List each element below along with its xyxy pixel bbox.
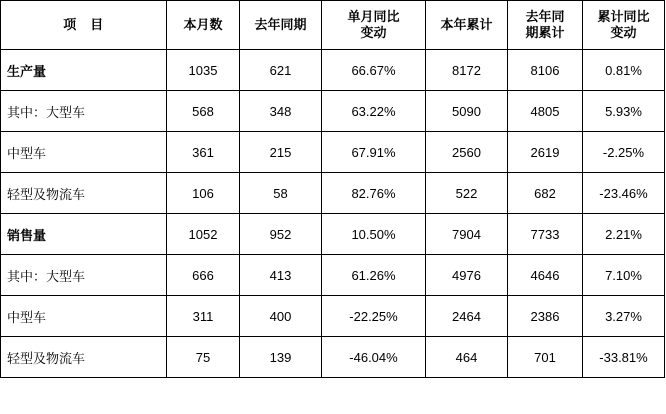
cell-last-year-ytd: 4646 (508, 255, 583, 296)
cell-ytd: 464 (426, 337, 508, 378)
cell-ytd-yoy: 0.81% (583, 50, 665, 91)
column-header-line: 期累计 (525, 25, 565, 40)
cell-ytd: 4976 (426, 255, 508, 296)
cell-ytd-yoy: -33.81% (583, 337, 665, 378)
cell-last-year-ytd: 701 (508, 337, 583, 378)
cell-last-year-month: 139 (240, 337, 322, 378)
cell-last-year-ytd: 4805 (508, 91, 583, 132)
cell-ytd-yoy: 7.10% (583, 255, 665, 296)
cell-last-year-month: 400 (240, 296, 322, 337)
cell-month-yoy: 10.50% (322, 214, 426, 255)
table-row (1, 214, 665, 255)
cell-ytd-yoy: -2.25% (583, 132, 665, 173)
table-row (1, 132, 665, 173)
column-header-0 (1, 1, 167, 50)
column-header-line: 变动 (610, 25, 637, 40)
cell-last-year-ytd: 2386 (508, 296, 583, 337)
row-label: 轻型及物流车 (1, 173, 167, 214)
column-header-6 (583, 1, 665, 50)
table-row (1, 337, 665, 378)
cell-ytd-yoy: -23.46% (583, 173, 665, 214)
cell-month: 106 (167, 173, 240, 214)
column-header-2 (240, 1, 322, 50)
cell-month: 75 (167, 337, 240, 378)
cell-ytd-yoy: 5.93% (583, 91, 665, 132)
column-header-line: 累计同比 (597, 8, 650, 24)
column-header-line: 本月数 (183, 16, 223, 32)
row-label: 中型车 (1, 296, 167, 337)
cell-month-yoy: 63.22% (322, 91, 426, 132)
cell-month-yoy: 61.26% (322, 255, 426, 296)
row-label: 其中：大型车 (1, 91, 167, 132)
column-header-line: 单月同比 (347, 8, 400, 24)
cell-month: 568 (167, 91, 240, 132)
cell-last-year-ytd: 8106 (508, 50, 583, 91)
row-label: 中型车 (1, 132, 167, 173)
cell-month: 311 (167, 296, 240, 337)
table-row (1, 173, 665, 214)
cell-month-yoy: 66.67% (322, 50, 426, 91)
table-row (1, 91, 665, 132)
column-header-line: 去年同 (525, 8, 565, 24)
column-header-line: 变动 (360, 25, 387, 40)
row-label: 轻型及物流车 (1, 337, 167, 378)
cell-ytd: 7904 (426, 214, 508, 255)
column-header-line: 去年同期 (254, 16, 307, 32)
cell-ytd: 522 (426, 173, 508, 214)
cell-month-yoy: 82.76% (322, 173, 426, 214)
column-header-5 (508, 1, 583, 50)
table-row (1, 255, 665, 296)
row-label: 其中：大型车 (1, 255, 167, 296)
cell-last-year-month: 215 (240, 132, 322, 173)
row-label: 销售量 (1, 214, 167, 255)
row-label: 生产量 (1, 50, 167, 91)
cell-month-yoy: -46.04% (322, 337, 426, 378)
cell-month: 1052 (167, 214, 240, 255)
table-row (1, 296, 665, 337)
cell-month-yoy: -22.25% (322, 296, 426, 337)
cell-last-year-month: 952 (240, 214, 322, 255)
column-header-line: 项 目 (63, 16, 104, 32)
cell-month: 1035 (167, 50, 240, 91)
cell-ytd: 8172 (426, 50, 508, 91)
cell-month: 361 (167, 132, 240, 173)
cell-ytd-yoy: 3.27% (583, 296, 665, 337)
column-header-1 (167, 1, 240, 50)
cell-ytd-yoy: 2.21% (583, 214, 665, 255)
cell-ytd: 5090 (426, 91, 508, 132)
cell-ytd: 2464 (426, 296, 508, 337)
cell-last-year-ytd: 7733 (508, 214, 583, 255)
cell-last-year-ytd: 2619 (508, 132, 583, 173)
cell-last-year-ytd: 682 (508, 173, 583, 214)
column-header-3 (322, 1, 426, 50)
table-header-row (1, 1, 665, 50)
table-row (1, 50, 665, 91)
cell-month-yoy: 67.91% (322, 132, 426, 173)
cell-month: 666 (167, 255, 240, 296)
cell-last-year-month: 413 (240, 255, 322, 296)
cell-last-year-month: 348 (240, 91, 322, 132)
cell-last-year-month: 58 (240, 173, 322, 214)
cell-last-year-month: 621 (240, 50, 322, 91)
column-header-line: 本年累计 (440, 16, 493, 32)
column-header-4 (426, 1, 508, 50)
cell-ytd: 2560 (426, 132, 508, 173)
